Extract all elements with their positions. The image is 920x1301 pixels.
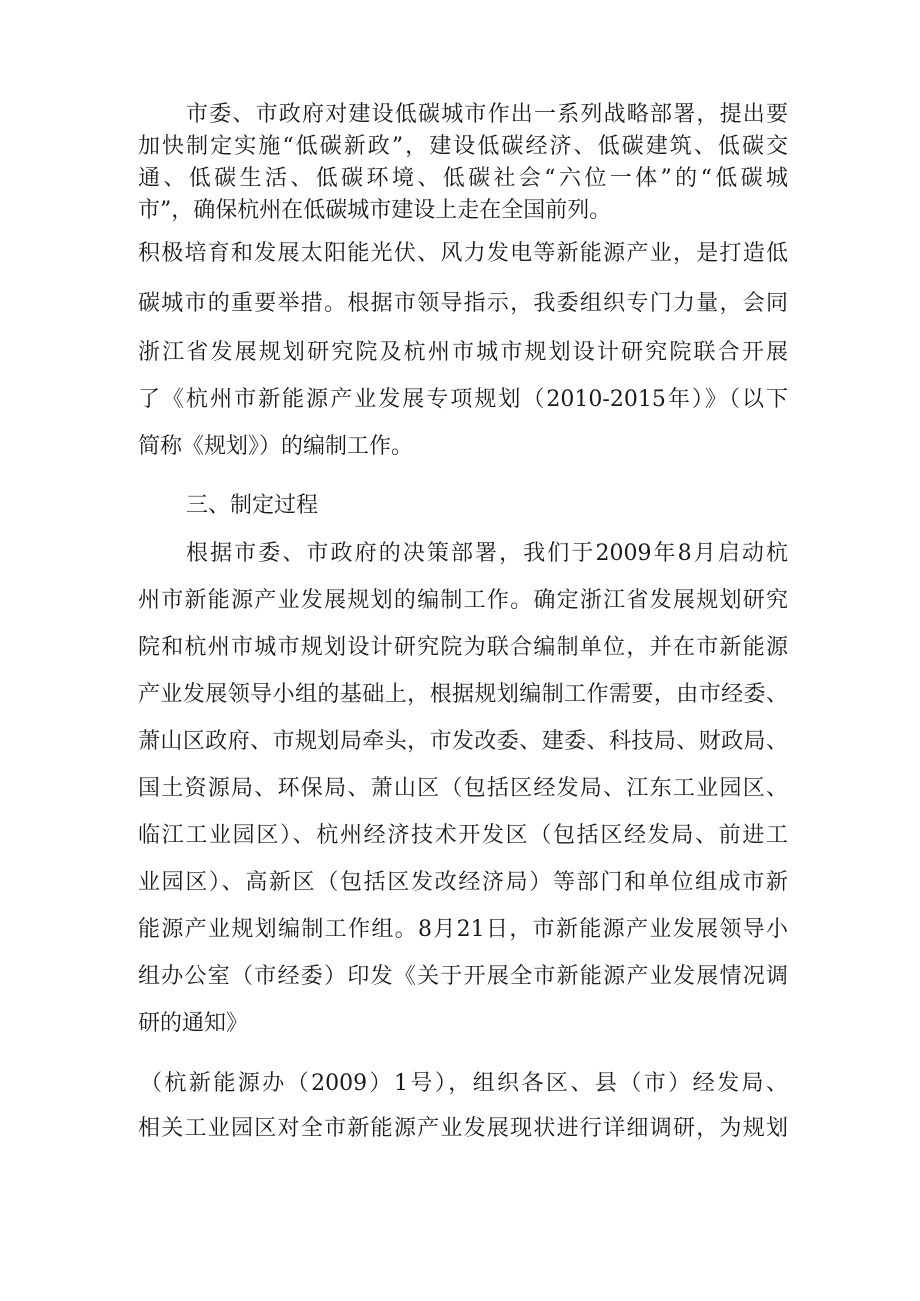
text-line: 浙江省发展规划研究院及杭州市城市规划设计研究院联合开展 (138, 340, 788, 365)
text-line: 研的通知》 (138, 1011, 249, 1036)
text-line: 产业发展领导小组的基础上，根据规划编制工作需要，由市经委、 (138, 682, 788, 707)
text-line: 市”，确保杭州在低碳城市建设上走在全国前列。 (138, 198, 612, 223)
text-line: 组办公室（市经委）印发《关于开展全市新能源产业发展情况调 (138, 964, 788, 989)
text-line: 加快制定实施“低碳新政”，建设低碳经济、低碳建筑、低碳交 (138, 134, 788, 159)
text-line: 市委、市政府对建设低碳城市作出一系列战略部署，提出要 (186, 102, 788, 127)
text-line: 通、低碳生活、低碳环境、低碳社会“六位一体”的“低碳城 (138, 166, 788, 191)
text-line: 根据市委、市政府的决策部署，我们于2009年8月启动杭 (186, 541, 788, 566)
text-line: 国土资源局、环保局、萧山区（包括区经发局、江东工业园区、 (138, 776, 788, 801)
text-line: 碳城市的重要举措。根据市领导指示，我委组织专门力量，会同 (138, 291, 788, 316)
text-line: 能源产业规划编制工作组。8月21日，市新能源产业发展领导小 (138, 917, 788, 942)
text-line: 萧山区政府、市规划局牵头，市发改委、建委、科技局、财政局、 (138, 729, 788, 754)
text-line: 了《杭州市新能源产业发展专项规划（2010-2015年）》（以下 (138, 387, 788, 412)
text-line: （杭新能源办（2009）1号），组织各区、县（市）经发局、 (140, 1071, 788, 1096)
text-line: 简称《规划》）的编制工作。 (138, 434, 414, 459)
text-line: 业园区）、高新区（包括区发改经济局）等部门和单位组成市新 (138, 870, 788, 895)
text-line: 院和杭州市城市规划设计研究院为联合编制单位，并在市新能源 (138, 635, 788, 660)
section-heading: 三、制定过程 (186, 493, 319, 518)
text-line: 州市新能源产业发展规划的编制工作。确定浙江省发展规划研究 (138, 588, 788, 613)
text-line: 相关工业园区对全市新能源产业发展现状进行详细调研，为规划 (138, 1116, 788, 1141)
text-line: 临江工业园区）、杭州经济技术开发区（包括区经发局、前进工 (138, 823, 788, 848)
text-line: 积极培育和发展太阳能光伏、风力发电等新能源产业，是打造低 (138, 241, 788, 266)
